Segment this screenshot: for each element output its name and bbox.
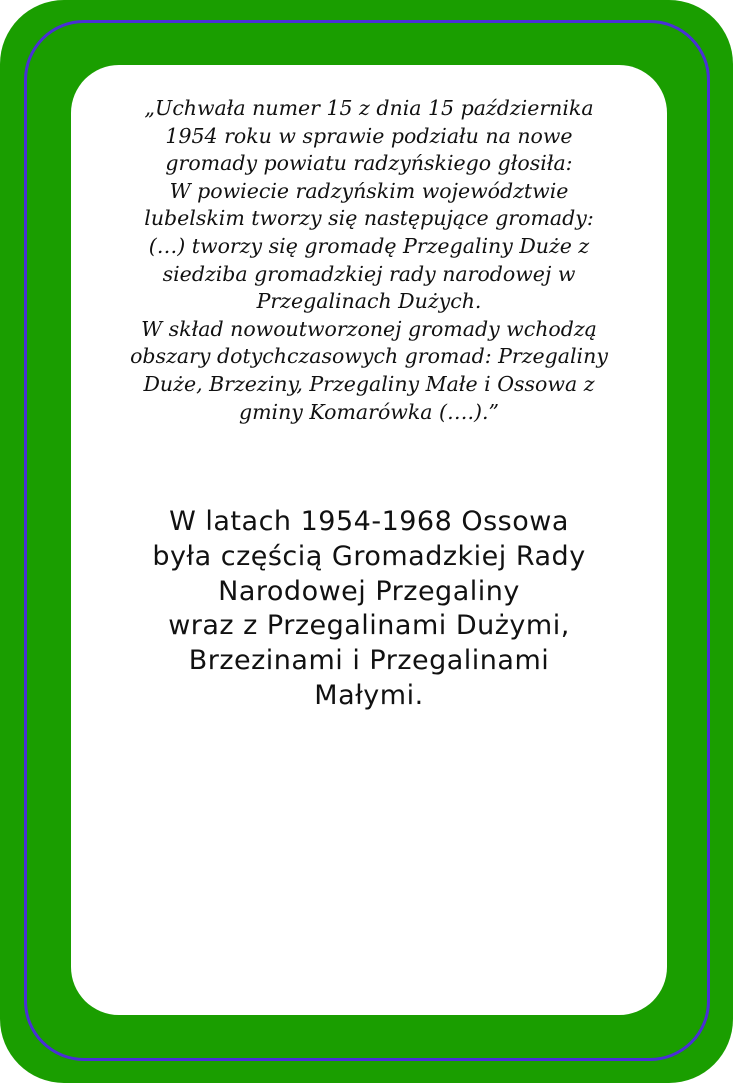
quote-line: W skład nowoutworzonej gromady wchodzą: [141, 316, 597, 341]
summary-text: [71, 505, 667, 714]
quote-line: 1954 roku w sprawie podziału na nowe: [165, 123, 573, 148]
quote-line: lubelskim tworzy się następujące gromady:: [144, 206, 594, 231]
quote-line: gminy Komarówka (….).”: [238, 399, 500, 424]
text-panel: [71, 65, 667, 1015]
summary-line: Małymi.: [314, 679, 424, 711]
summary-line: była częścią Gromadzkiej Rady: [152, 540, 586, 572]
summary-line: Brzezinami i Przegalinami: [188, 645, 550, 677]
resolution-quote: [71, 95, 667, 426]
quote-line: (…) tworzy się gromadę Przegaliny Duże z: [148, 233, 590, 258]
quote-line: gromady powiatu radzyńskiego głosiła:: [165, 151, 573, 176]
summary-line: W latach 1954-1968 Ossowa: [169, 506, 569, 537]
quote-line: obszary dotychczasowych gromad: Przegaliny: [130, 344, 608, 369]
quote-line: Przegalinach Dużych.: [256, 289, 482, 314]
quote-line: Duże, Brzeziny, Przegaliny Małe i Ossowa z: [143, 371, 595, 396]
summary-line: wraz z Przegalinami Dużymi,: [168, 610, 570, 642]
quote-line: siedziba gromadzkiej rady narodowej w: [162, 261, 576, 286]
summary-line: Narodowej Przegaliny: [218, 575, 520, 607]
quote-line: „Uchwała numer 15 z dnia 15 października: [144, 96, 594, 120]
quote-line: W powiecie radzyńskim województwie: [169, 178, 569, 203]
